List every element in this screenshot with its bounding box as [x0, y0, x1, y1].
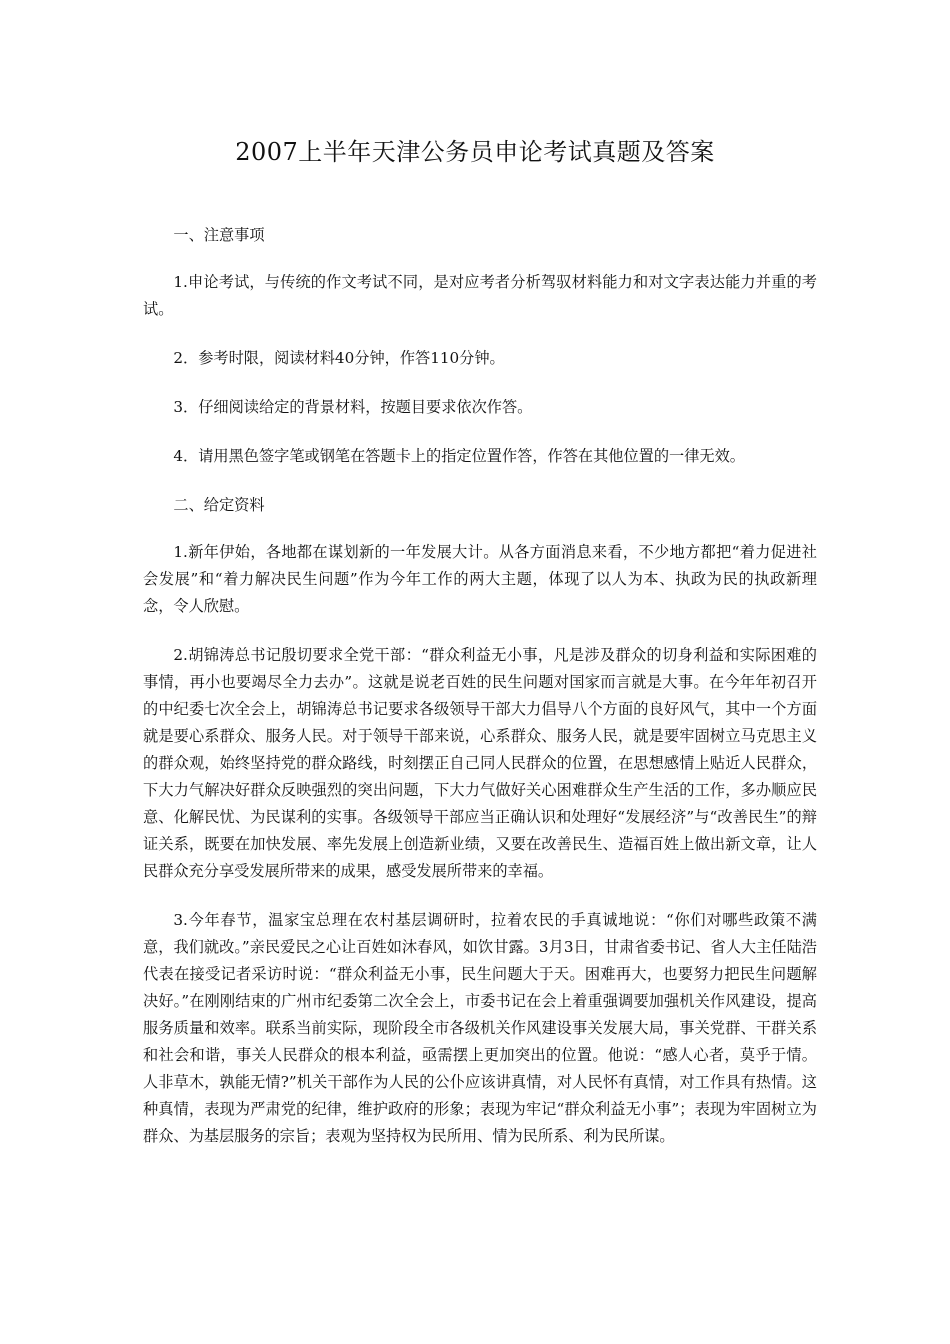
material-paragraph: 3.今年春节，温家宝总理在农村基层调研时，拉着农民的手真诚地说：“你们对哪些政策不满意，我们就改。”亲民爱民之心让百姓如沐春风，如饮甘露。3月3日，甘肃省委书记、省人大主任陆浩代表在接受记者采访时说：“群众利益无小事，民生问题大于天。困难再大，也要努力把民生问题解决好。”在刚刚结束的广州市纪委第二次全会上，市委书记在会上着重强调要加强机关作风建设，提高服务质量和效率。联系当前实际，现阶段全市各级机关作风建设事关发展大局，事关党群、干群关系和社会和谐，事关人民群众的根本利益，亟需摆上更加突出的位置。他说：“感人心者，莫乎于情。人非草木，孰能无情?”机关干部作为人民的公仆应该讲真情，对人民怀有真情，对工作具有热情。这种真情，表现为严肃党的纪律，维护政府的形象；表现为牢记“群众利益无小事”；表现为牢固树立为群众、为基层服务的宗旨；表观为坚持权为民所用、情为民所系、利为民所谋。: [143, 911, 817, 1145]
note-item: 4．请用黑色签字笔或钢笔在答题卡上的指定位置作答，作答在其他位置的一律无效。: [173, 447, 745, 465]
note-item: 3．仔细阅读给定的背景材料，按题目要求依次作答。: [173, 398, 533, 416]
section-heading-notes: 一、注意事项: [173, 226, 265, 244]
document-title: 2007上半年天津公务员申论考试真题及答案: [235, 138, 715, 166]
document-body: [143, 222, 817, 1172]
material-paragraph: 2.胡锦涛总书记殷切要求全党干部：“群众利益无小事，凡是涉及群众的切身利益和实际困难的事情，再小也要竭尽全力去办”。这就是说老百姓的民生问题对国家而言就是大事。在今年年初召开的中纪委七次全会上，胡锦涛总书记要求各级领导干部大力倡导八个方面的良好风气，其中一个方面就是要心系群众、服务人民。对于领导干部来说，心系群众、服务人民，就是要牢固树立马克思主义的群众观，始终坚持党的群众路线，时刻摆正自己同人民群众的位置，在思想感情上贴近人民群众，下大力气解决好群众反映强烈的突出问题，下大力气做好关心困难群众生产生活的工作，多办顺应民意、化解民忧、为民谋利的实事。各级领导干部应当正确认识和处理好“发展经济”与“改善民生”的辩证关系，既要在加快发展、率先发展上创造新业绩，又要在改善民生、造福百姓上做出新文章，让人民群众充分享受发展所带来的成果，感受发展所带来的幸福。: [143, 646, 817, 880]
note-item: 2．参考时限，阅读材料40分钟，作答110分钟。: [173, 349, 505, 367]
material-paragraph: 1.新年伊始，各地都在谋划新的一年发展大计。从各方面消息来看，不少地方都把“着力促进社会发展”和“着力解决民生问题”作为今年工作的两大主题，体现了以人为本、执政为民的执政新理念，令人欣慰。: [143, 543, 817, 615]
section-heading-materials: 二、给定资料: [173, 496, 265, 514]
note-item: 1.申论考试，与传统的作文考试不同，是对应考者分析驾驭材料能力和对文字表达能力并重的考试。: [143, 273, 817, 318]
